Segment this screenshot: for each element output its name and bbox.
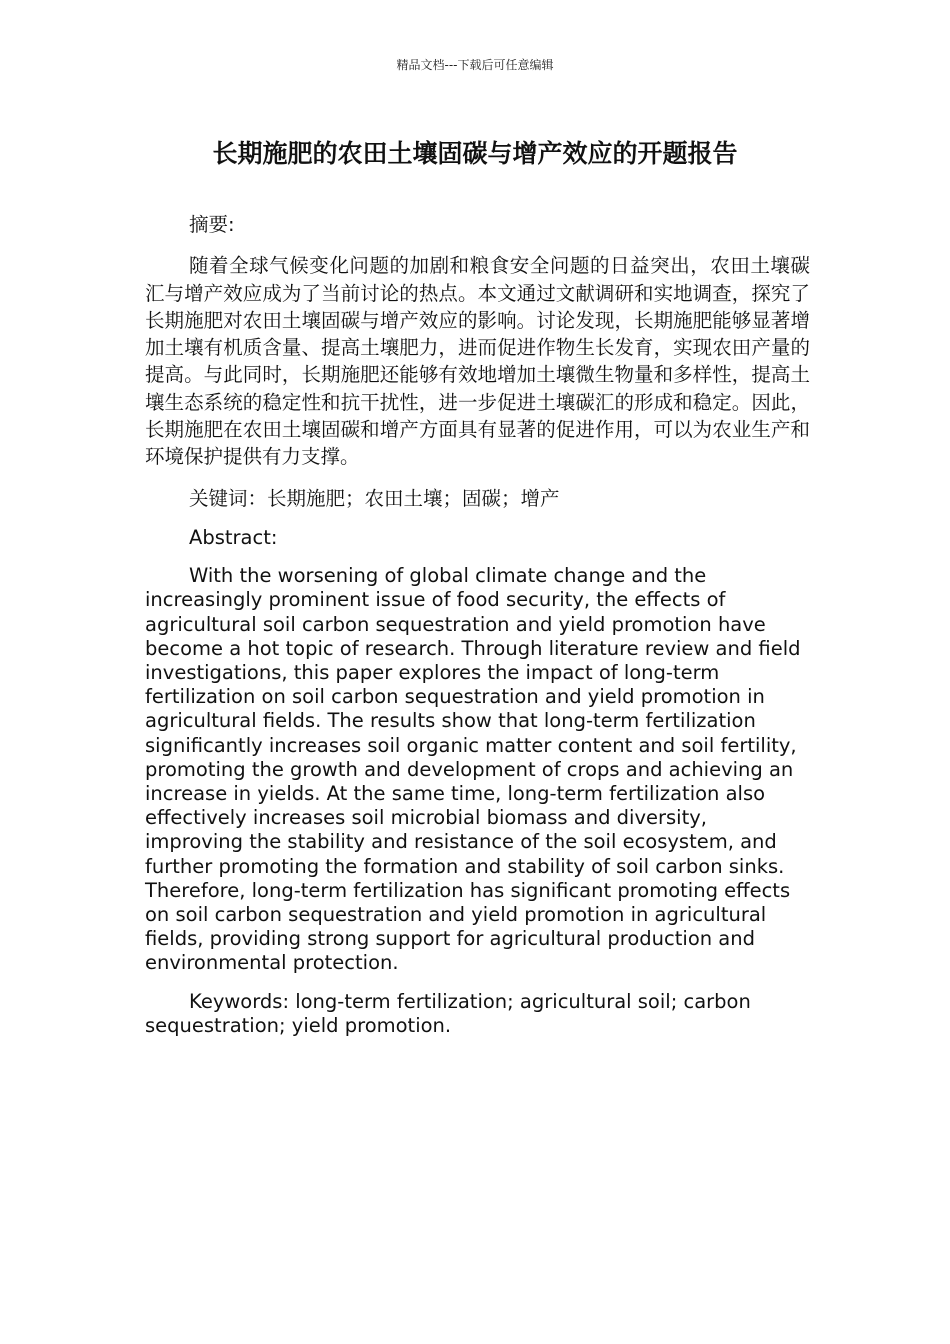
abstract-cn-text: 随着全球气候变化问题的加剧和粮食安全问题的日益突出，农田土壤碳汇与增产效应成为了当前讨论的热点。本文通过文献调研和实地调查，探究了长期施肥对农田土壤固碳与增产效应的影响。讨论发现，长期施肥能够显著增加土壤有机质含量、提高土壤肥力，进而促进作物生长发育，实现农田产量的提高。与此同时，长期施肥还能够有效地增加土壤微生物量和多样性，提高土壤生态系统的稳定性和抗干扰性，进一步促进土壤碳汇的形成和稳定。因此，长期施肥在农田土壤固碳和增产方面具有显著的促进作用，可以为农业生产和环境保护提供有力支撑。 [145,254,810,469]
document-body [145,211,810,1052]
document-title: 长期施肥的农田土壤固碳与增产效应的开题报告 [212,139,738,168]
abstract-en-text: With the worsening of global climate change and the increasingly prominent issue of food security, the effects of agricultural soil carbon sequestration and yield promotion have become a hot topic of research. Through literature review and field investigations, this paper explores the impact of long-term fertilization on soil carbon sequestration and yield promotion in agricultural fields. The results show that long-term fertilization significantly increases soil organic matter content and soil fertility, promoting the growth and development of crops and achieving an increase in yields. At the same time, long-term fertilization also effectively increases soil microbial biomass and diversity, improving the stability and resistance of the soil ecosystem, and further promoting the formation and stability of soil carbon sinks. Therefore, long-term fertilization has significant promoting effects on soil carbon sequestration and yield promotion in agricultural fields, providing strong support for agricultural production and environmental protection. [145,564,801,975]
page-header: 精品文档---下载后可任意编辑 [396,58,554,72]
abstract-en-label: Abstract: [189,525,278,549]
keywords-en: Keywords: long-term fertilization; agricultural soil; carbon sequestration; yield promotion. [145,989,751,1037]
keywords-cn: 关键词：长期施肥；农田土壤；固碳；增产 [189,486,560,510]
abstract-cn-label: 摘要: [189,213,235,236]
